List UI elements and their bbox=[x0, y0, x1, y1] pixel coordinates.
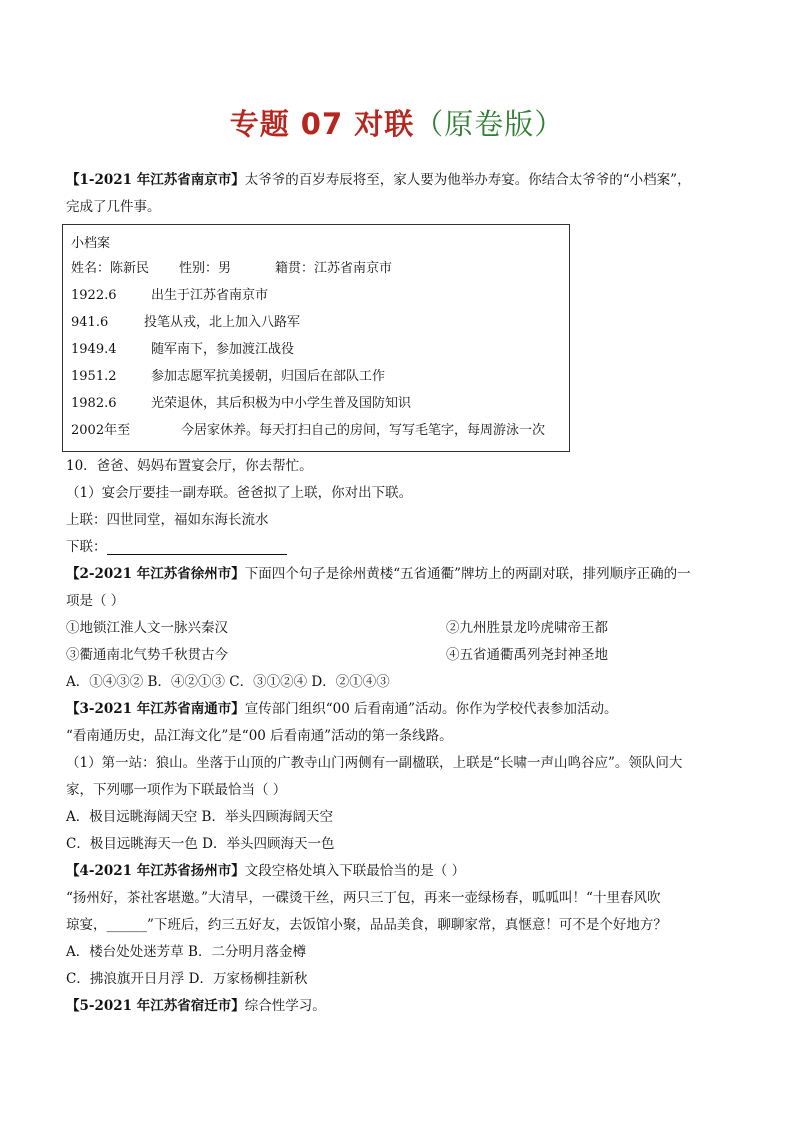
event-text: 投笔从戎，北上加入八路军 bbox=[144, 315, 301, 330]
archive-event bbox=[71, 315, 300, 331]
q3-options-cd: C．极目远眺海天一色 D．举头四顾海天一色 bbox=[66, 836, 335, 852]
archive-gender: 性别：男 bbox=[179, 261, 232, 276]
q1-upper-couplet: 上联：四世同堂，福如东海长流水 bbox=[66, 512, 269, 528]
archive-event bbox=[71, 288, 268, 304]
q3-options-ab: A．极目远眺海阔天空 B．举头四顾海阔天空 bbox=[66, 809, 333, 825]
q2-options: A．①④③② B．④②①③ C．③①②④ D．②①④③ bbox=[66, 674, 390, 690]
q2-stem-text: 下面四个句子是徐州黄楼“五省通衢”牌坊上的两副对联，排列顺序正确的一 bbox=[244, 566, 691, 582]
q4-stem bbox=[66, 863, 465, 879]
q3-stem bbox=[66, 701, 618, 717]
q1-source: 【1-2021 年江苏省南京市】 bbox=[66, 172, 245, 188]
q2-stem-line1 bbox=[66, 566, 691, 582]
q4-source: 【4-2021 年江苏省扬州市】 bbox=[66, 863, 245, 879]
page-title bbox=[0, 102, 794, 143]
q1-item10: 10．爸爸、妈妈布置宴会厅，你去帮忙。 bbox=[66, 458, 313, 474]
q2-sentences-row1 bbox=[66, 620, 608, 636]
q2-sentence-1: ①地锁江淮人文一脉兴秦汉 bbox=[66, 620, 228, 636]
q2-sentence-2: ②九州胜景龙吟虎啸帝王都 bbox=[446, 620, 608, 636]
q5-stem-text: 综合性学习。 bbox=[244, 998, 326, 1014]
q5-stem bbox=[66, 998, 326, 1014]
event-year: 1922.6 bbox=[71, 288, 117, 303]
event-year: 1951.2 bbox=[71, 369, 117, 384]
event-year: 1949.4 bbox=[71, 342, 117, 357]
q1-sub1: （1）宴会厅要挂一副寿联。爸爸拟了上联，你对出下联。 bbox=[66, 485, 413, 501]
event-text: 随军南下，参加渡江战役 bbox=[151, 342, 295, 357]
q1-intro-line1 bbox=[66, 172, 691, 188]
title-tail: （原卷版） bbox=[414, 107, 565, 141]
q3-stem-text: 宣传部门组织“00 后看南通”活动。你作为学校代表参加活动。 bbox=[244, 701, 618, 717]
archive-info-row bbox=[71, 261, 392, 277]
title-main: 专题 07 对联 bbox=[229, 107, 415, 141]
q2-sentence-3: ③衢通南北气势千秋贯古今 bbox=[66, 647, 228, 663]
answer-blank[interactable] bbox=[107, 540, 287, 555]
q3-source: 【3-2021 年江苏省南通市】 bbox=[66, 701, 245, 717]
q4-paragraph-line1: “扬州好，茶社客堪邀。”大清早，一碟烫干丝，两只三丁包，再来一壶绿杨春，呱呱叫！“十里春风吹 bbox=[66, 890, 661, 906]
q2-sentence-4: ④五省通衢禹列尧封神圣地 bbox=[446, 647, 608, 663]
event-text: 出生于江苏省南京市 bbox=[151, 288, 269, 303]
q3-sub1-line2: 家，下列哪一项作为下联最恰当（ ） bbox=[66, 782, 287, 798]
q1-intro-text: 太爷爷的百岁寿辰将至，家人要为他举办寿宴。你结合太爷爷的“小档案”， bbox=[244, 172, 691, 188]
event-year: 1982.6 bbox=[71, 396, 117, 411]
q2-source: 【2-2021 年江苏省徐州市】 bbox=[66, 566, 245, 582]
archive-event bbox=[71, 342, 294, 358]
event-year: 941.6 bbox=[71, 315, 109, 330]
q4-paragraph-line2: 琼宴，______”下班后，约三五好友，去饭馆小聚，品品美食，聊聊家常，真惬意！可不是个好地方？ bbox=[66, 917, 667, 933]
q1-lower-couplet bbox=[66, 539, 287, 555]
q4-options-ab: A．楼台处处迷芳草 B．二分明月落金樽 bbox=[66, 944, 306, 960]
q3-line2: “看南通历史，品江海文化”是“00 后看南通”活动的第一条线路。 bbox=[66, 728, 453, 744]
q4-options-cd: C．拂浪旗开日月浮 D．万家杨柳挂新秋 bbox=[66, 971, 308, 987]
q5-source: 【5-2021 年江苏省宿迁市】 bbox=[66, 998, 245, 1014]
archive-event bbox=[71, 423, 545, 439]
event-year: 2002年至 bbox=[71, 423, 131, 438]
archive-event bbox=[71, 396, 411, 412]
q3-sub1-line1: （1）第一站：狼山。坐落于山顶的广教寺山门两侧有一副楹联，上联是“长啸一声山鸣谷应”。领队问大 bbox=[66, 755, 683, 771]
archive-box bbox=[62, 224, 570, 452]
archive-origin: 籍贯：江苏省南京市 bbox=[275, 261, 393, 276]
q2-sentences-row2 bbox=[66, 647, 608, 663]
lower-label: 下联： bbox=[66, 539, 107, 555]
q4-stem-text: 文段空格处填入下联最恰当的是（ ） bbox=[244, 863, 466, 879]
q1-intro-line2: 完成了几件事。 bbox=[66, 199, 161, 215]
q2-stem-line2: 项是（ ） bbox=[66, 593, 125, 609]
event-text: 光荣退休，其后积极为中小学生普及国防知识 bbox=[151, 396, 412, 411]
archive-event bbox=[71, 369, 385, 385]
event-text: 今居家休养。每天打扫自己的房间，写写毛笔字，每周游泳一次 bbox=[181, 423, 546, 438]
archive-heading: 小档案 bbox=[71, 236, 111, 251]
archive-name: 姓名：陈新民 bbox=[71, 261, 150, 276]
event-text: 参加志愿军抗美援朝，归国后在部队工作 bbox=[151, 369, 386, 384]
